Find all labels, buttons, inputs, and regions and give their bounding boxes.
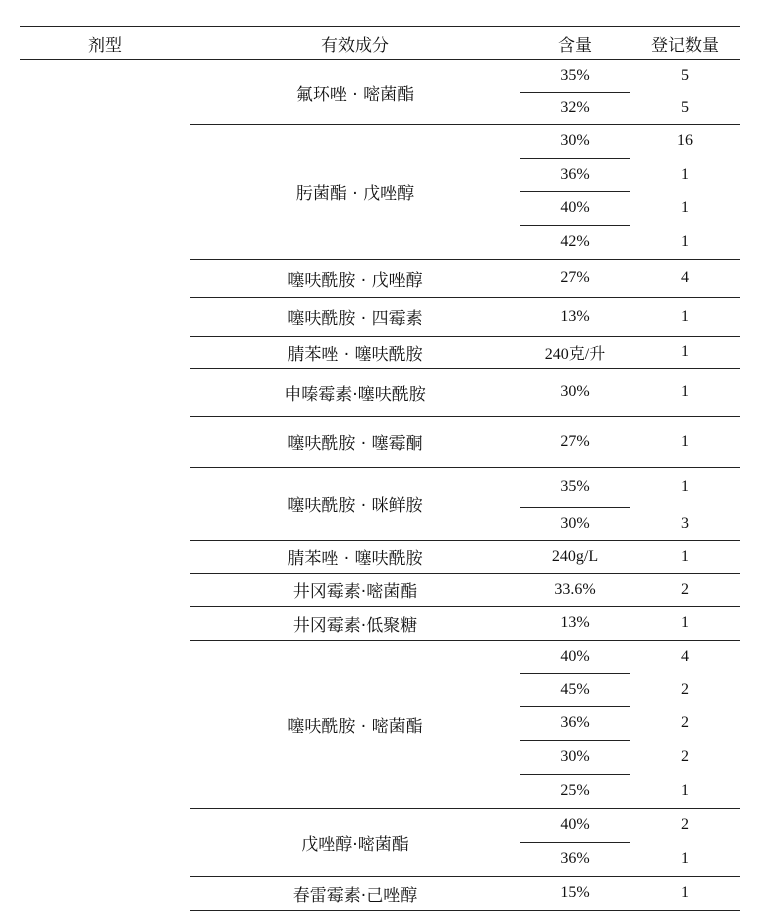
count-cell: 3 [681, 514, 689, 532]
content-cell: 27% [560, 432, 590, 450]
count-cell: 16 [677, 132, 693, 149]
ingredient-cell: 腈苯唑 · 噻呋酰胺 [287, 549, 423, 569]
ingredient-cell: 噻呋酰胺 · 戊唑醇 [287, 270, 423, 291]
count-cell: 1 [681, 614, 689, 631]
count-cell: 4 [681, 647, 689, 665]
count-cell: 1 [681, 233, 689, 250]
ingredient-cell: 噻呋酰胺 · 四霉素 [287, 309, 423, 329]
content-cell: 240g/L [551, 547, 599, 565]
content-cell: 42% [560, 233, 590, 250]
count-cell: 2 [681, 680, 689, 698]
count-cell: 1 [681, 307, 689, 325]
count-cell: 1 [681, 884, 689, 901]
content-cell: 30% [560, 383, 590, 400]
content-cell: 45% [560, 680, 590, 698]
content-cell: 36% [560, 165, 590, 183]
content-cell: 40% [560, 199, 590, 216]
ingredient-cell: 春雷霉素·己唑醇 [292, 885, 418, 906]
group-rule [190, 910, 740, 911]
content-cell: 36% [560, 714, 590, 731]
count-cell: 2 [681, 580, 689, 598]
content-cell: 15% [560, 884, 590, 901]
count-cell: 2 [681, 748, 689, 765]
count-cell: 5 [681, 67, 689, 84]
count-cell: 1 [681, 165, 689, 183]
header-content: 含量 [558, 35, 592, 56]
count-cell: 5 [681, 99, 689, 116]
header-count: 登记数量 [651, 35, 719, 56]
header-ingredient: 有效成分 [321, 35, 389, 56]
content-cell: 13% [560, 614, 590, 631]
count-cell: 1 [681, 383, 689, 400]
ingredient-cell: 噻呋酰胺 · 噻霉酮 [287, 434, 423, 454]
count-cell: 1 [681, 478, 689, 495]
count-cell: 1 [681, 432, 689, 450]
content-cell: 33.6% [554, 580, 596, 598]
ingredient-cell: 腈苯唑 · 噻呋酰胺 [287, 344, 423, 365]
ingredient-cell: 肟菌酯 · 戊唑醇 [295, 184, 415, 204]
content-cell: 40% [560, 816, 590, 833]
content-cell: 32% [560, 99, 590, 116]
ingredient-cell: 戊唑醇·嘧菌酯 [301, 834, 409, 855]
ingredient-cell: 噻呋酰胺 · 咪鲜胺 [287, 496, 423, 516]
header-formulation: 剂型 [88, 35, 122, 56]
table-top-rule [20, 26, 740, 27]
content-cell: 30% [560, 514, 590, 532]
content-cell: 240克/升 [544, 345, 606, 363]
content-cell: 40% [560, 647, 590, 665]
count-cell: 1 [681, 343, 689, 360]
content-cell: 25% [560, 782, 590, 799]
content-cell: 36% [560, 850, 590, 867]
ingredient-cell: 井冈霉素·低聚糖 [292, 615, 418, 636]
count-cell: 4 [681, 269, 689, 286]
content-cell: 13% [560, 307, 590, 325]
count-cell: 1 [681, 782, 689, 799]
content-cell: 35% [560, 478, 590, 495]
count-cell: 1 [681, 547, 689, 565]
content-cell: 30% [560, 748, 590, 765]
count-cell: 2 [681, 714, 689, 731]
ingredient-cell: 申嗪霉素·噻呋酰胺 [284, 384, 426, 405]
count-cell: 2 [681, 816, 689, 833]
count-cell: 1 [681, 850, 689, 867]
ingredient-cell: 噻呋酰胺 · 嘧菌酯 [287, 716, 423, 737]
ingredient-cell: 井冈霉素·嘧菌酯 [292, 582, 418, 602]
ingredient-cell: 氟环唑 · 嘧菌酯 [295, 84, 415, 105]
content-cell: 27% [560, 269, 590, 286]
count-cell: 1 [681, 199, 689, 216]
content-cell: 30% [560, 132, 590, 149]
content-cell: 35% [560, 67, 590, 84]
